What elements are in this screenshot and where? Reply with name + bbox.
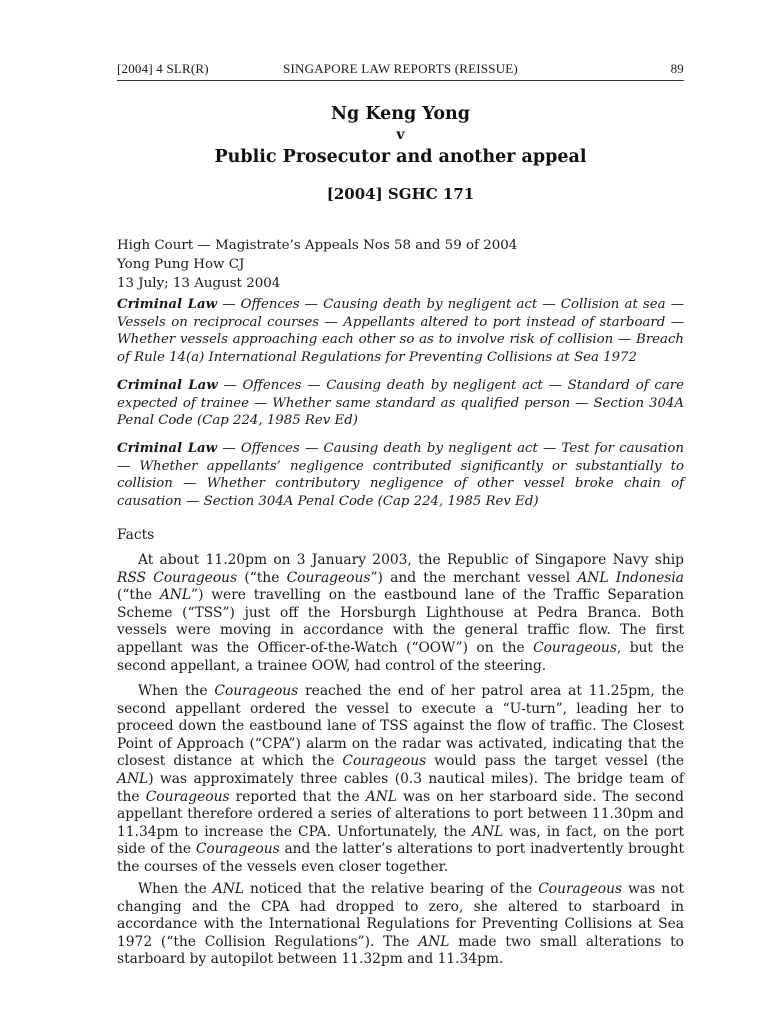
facts-paragraph-3	[117, 881, 684, 969]
judge-line: Yong Pung How CJ	[117, 257, 245, 272]
report-series-title: SINGAPORE LAW REPORTS (REISSUE)	[283, 61, 518, 76]
italic-run: Courageous	[214, 683, 299, 699]
catchword-text: — Offences — Causing death by negligent act — Standard of care expected of trainee — Whether same standard as qualified person — Section 304A Penal Code (Cap 224, 1985 Rev Ed)	[117, 378, 685, 429]
catchword-text: — Offences — Causing death by negligent act — Collision at sea — Vessels on reciprocal courses — Appellants altered to port instead of starboard — Whether vessels approaching each other so as to involve risk of collision — Breach of Rule 14(a) International Regulations for Preventing Collisions at Sea 1972	[117, 297, 684, 365]
italic-run: ANL	[212, 881, 244, 897]
catchword-subject: Criminal Law	[117, 441, 218, 456]
text-run: ) was approximately three cables (0.3 nautical miles). The bridge team of the	[117, 770, 684, 805]
text-run: At about 11.20pm on 3 January 2003, the Republic of Singapore Navy ship	[138, 552, 684, 568]
text-run: (“the	[237, 569, 287, 586]
catchword-3	[117, 440, 684, 510]
header-rule	[117, 80, 684, 81]
dates-line: 13 July; 13 August 2004	[117, 276, 281, 291]
catchword-subject: Criminal Law	[117, 378, 218, 393]
italic-run: ANL	[117, 770, 149, 787]
italic-run: Courageous	[195, 841, 280, 858]
report-citation: [2004] 4 SLR(R)	[117, 61, 209, 76]
running-head	[117, 61, 684, 79]
text-run: and the latter’s alterations to port inadvertently brought the courses of the vessels even closer together.	[117, 841, 685, 875]
italic-run: ANL Indonesia	[577, 569, 684, 586]
italic-run: Courageous	[533, 639, 617, 656]
court-line: High Court — Magistrate’s Appeals Nos 58 and 59 of 2004	[117, 238, 518, 253]
catchword-1	[117, 296, 684, 366]
text-run: would pass the target vessel (the	[426, 753, 684, 770]
text-run: made two small alterations to starboard by autopilot between 11.32pm and 11.34pm.	[117, 933, 684, 968]
italic-run: Courageous	[145, 788, 230, 805]
text-run: reached the end of her patrol area at 11.25pm, the second appellant ordered the vessel to execute a “U-turn”, leading her to proceed down the eastbound lane of TSS against the flow of traffic. The Closest Point of Approach (“CPA”) alarm on the radar was activated, indicating that the closest distance at which the	[117, 683, 685, 770]
text-run: was, in fact, on the port side of the	[117, 823, 684, 858]
italic-run: ANL	[472, 823, 504, 840]
text-run: ”) and the merchant vessel	[370, 569, 578, 586]
respondent-name: Public Prosecutor and another appeal	[214, 147, 587, 167]
italic-run: ANL	[418, 933, 450, 950]
text-run: ”) were travelling on the eastbound lane of the Traffic Separation Scheme (“TSS”) just off the Horsburgh Lighthouse at Pedra Branca. Both vessels were moving in accordance with the general traffic flow. The first appellant was the Officer-of-the-Watch (“OOW”) on the	[117, 587, 684, 656]
text-run: reported that the	[229, 788, 366, 805]
page-number: 89	[670, 61, 684, 76]
text-run: was not changing and the CPA had dropped to zero, she altered to starboard in accordance with the International Regulations for Preventing Collisions at Sea 1972 (“the Collision Regulations”). The	[117, 881, 685, 950]
versus: v	[396, 127, 405, 143]
neutral-citation: [2004] SGHC 171	[326, 185, 475, 203]
text-run: , but the second appellant, a trainee OOW, had control of the steering.	[117, 639, 684, 674]
italic-run: Courageous	[538, 881, 623, 897]
text-run: When the	[138, 683, 215, 699]
case-meta	[117, 236, 684, 293]
catchword-text: — Offences — Causing death by negligent act — Test for causation — Whether appellants’ negligence contributed significantly or substantially to collision — Whether contributory negligence of other vessel broke chain of causation — Section 304A Penal Code (Cap 224, 1985 Rev Ed)	[117, 441, 684, 509]
text-run: was on her starboard side. The second appellant therefore ordered a series of alterations to port between 11.30pm and 11.34pm to increase the CPA. Unfortunately, the	[117, 788, 685, 840]
catchword-subject: Criminal Law	[117, 297, 218, 312]
text-run: When the	[138, 881, 213, 897]
italic-run: RSS Courageous	[117, 569, 238, 586]
appellant-name: Ng Keng Yong	[331, 104, 470, 124]
case-title	[117, 103, 684, 204]
text-run: noticed that the relative bearing of the	[244, 881, 539, 897]
facts-paragraph-2	[117, 683, 684, 877]
italic-run: Courageous	[342, 753, 427, 770]
facts-paragraph-1	[117, 552, 684, 675]
catchword-2	[117, 377, 684, 430]
text-run: (“the	[117, 587, 160, 604]
italic-run: ANL	[365, 788, 397, 805]
italic-run: Courageous	[286, 569, 371, 586]
italic-run: ANL	[159, 587, 192, 604]
facts-heading: Facts	[117, 527, 155, 543]
